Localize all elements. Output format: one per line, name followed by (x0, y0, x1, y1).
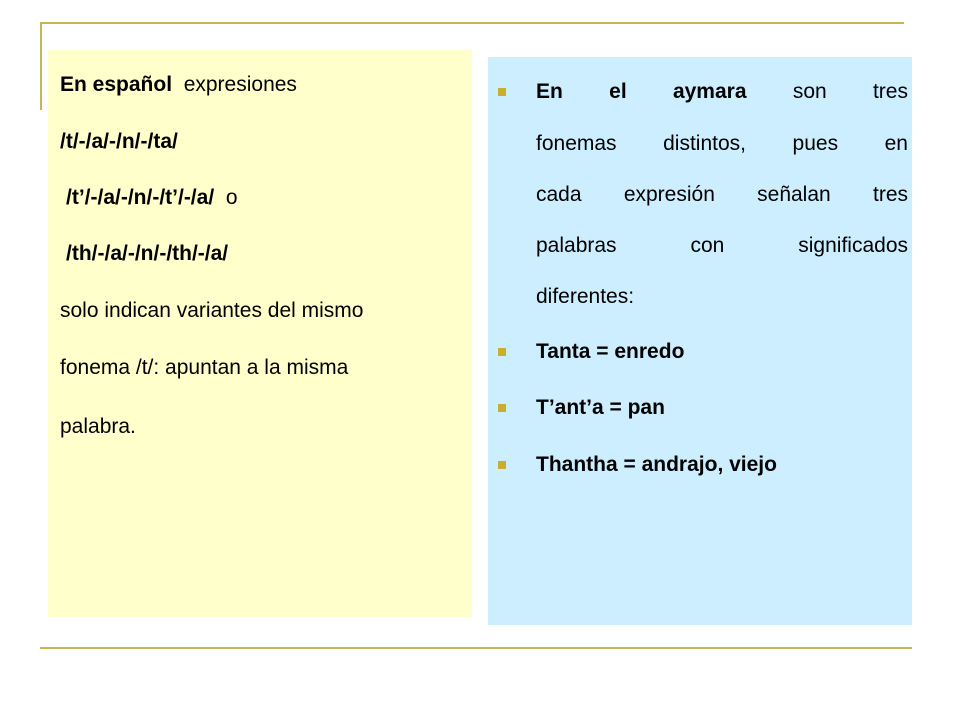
bullet-icon (498, 348, 506, 356)
spanish-panel (48, 50, 472, 617)
form-th: /th/-/a/-/n/-/th/-/a/ (66, 242, 229, 265)
aymara-intro-bold-2: el (609, 80, 627, 103)
form-t-glottal-line (66, 185, 238, 211)
spanish-intro-bold: En español (60, 73, 173, 96)
aymara-intro-line-4: palabras con significados (536, 234, 908, 257)
aymara-intro-line-3: cada expresión señalan tres (536, 183, 908, 206)
aymara-intro-bold-1: En (536, 80, 563, 103)
aymara-intro-line-5: diferentes: (536, 285, 635, 308)
bullet-icon (498, 461, 506, 469)
connector-o: o (225, 186, 238, 209)
item-thantha: Thantha = andrajo, viejo (536, 453, 777, 476)
explanation-line-1: solo indican variantes del mismo (60, 299, 364, 322)
aymara-intro-line-2: fonemas distintos, pues en (536, 132, 908, 155)
spanish-intro-line (60, 72, 297, 98)
item-tanta: Tanta = enredo (536, 340, 685, 363)
aymara-intro-bold-3: aymara (672, 80, 747, 103)
aymara-panel (488, 57, 912, 625)
aymara-intro-rest: son tres (792, 80, 908, 103)
item-tanta-glottal: T’ant’a = pan (536, 396, 665, 419)
top-vertical-rule (40, 22, 42, 110)
aymara-intro-line-1 (536, 79, 908, 131)
bullet-icon (498, 88, 506, 96)
explanation-line-3: palabra. (60, 415, 136, 438)
top-horizontal-rule (40, 22, 904, 24)
spanish-intro-rest: expresiones (183, 73, 297, 96)
aymara-intro-paragraph (536, 79, 908, 336)
explanation-line-2: fonema /t/: apuntan a la misma (60, 356, 349, 379)
bullet-icon (498, 404, 506, 412)
bottom-horizontal-rule (40, 647, 912, 649)
form-t-glottal: /t’/-/a/-/n/-/t’/-/a/ (66, 186, 215, 209)
form-t: /t/-/a/-/n/-/ta/ (60, 130, 178, 153)
